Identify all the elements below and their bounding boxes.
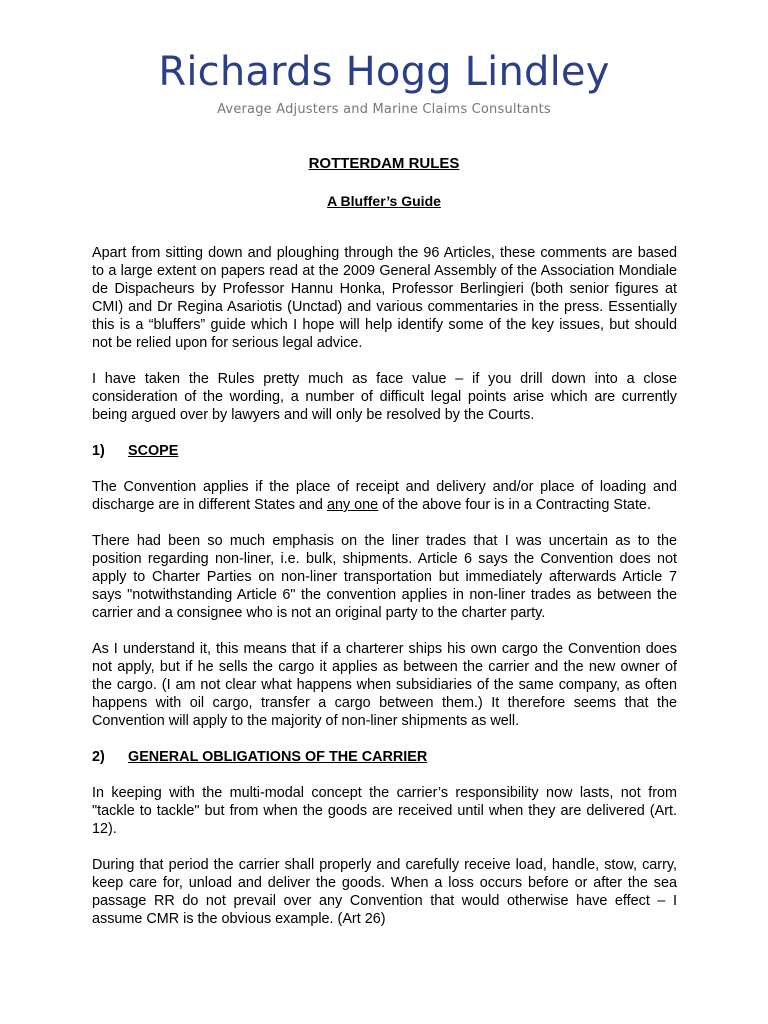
firm-tagline: Average Adjusters and Marine Claims Consultants bbox=[217, 102, 551, 117]
section-heading-scope bbox=[92, 442, 677, 460]
section-heading-obligations bbox=[92, 748, 677, 766]
paragraph-convention-applies bbox=[92, 478, 677, 514]
document-body bbox=[92, 244, 677, 946]
document-title: ROTTERDAM RULES bbox=[308, 155, 460, 172]
section-number: 2) bbox=[92, 749, 105, 765]
paragraph-face-value: I have taken the Rules pretty much as face value – if you drill down into a close consideration of the wording, a number of difficult legal points arise which are currently being argued over by lawyers and will only be resolved by the Courts. bbox=[92, 371, 677, 423]
section-title: SCOPE bbox=[128, 443, 179, 459]
section-number: 1) bbox=[92, 443, 105, 459]
section-title: GENERAL OBLIGATIONS OF THE CARRIER bbox=[128, 749, 428, 765]
underlined-phrase: any one bbox=[326, 497, 379, 513]
paragraph-liner-trades: There had been so much emphasis on the liner trades that I was uncertain as to the position regarding non-liner, i.e. bulk, shipments. Article 6 says the Convention does not apply to Charter Parties on non-liner transportation but immediately afterwards Article 7 says "notwithstanding Article 6" the convention applies in non-liner trades as between the carrier and a consignee who is not an original party to the charter party. bbox=[92, 533, 677, 621]
paragraph-multimodal: In keeping with the multi-modal concept the carrier’s responsibility now lasts, not from "tackle to tackle" but from when the goods are received until when they are delivered (Art. 12). bbox=[92, 785, 677, 837]
document-subtitle: A Bluffer’s Guide bbox=[327, 193, 441, 209]
letterhead bbox=[0, 50, 768, 117]
paragraph-charterer: As I understand it, this means that if a charterer ships his own cargo the Convention does not apply, but if he sells the cargo it applies as between the carrier and the new owner of the cargo. (I am not clear what happens when subsidiaries of the same company, as often happens with oil cargo, transfer a cargo between them.) It therefore seems that the Convention will apply to the majority of non-liner shipments as well. bbox=[92, 641, 677, 729]
paragraph-carrier-duties: During that period the carrier shall properly and carefully receive load, handle, stow, carry, keep care for, unload and deliver the goods. When a loss occurs before or after the sea passage RR do not prevail over any Convention that would otherwise have effect – I assume CMR is the obvious example. (Art 26) bbox=[92, 857, 677, 927]
paragraph-intro: Apart from sitting down and ploughing through the 96 Articles, these comments are based to a large extent on papers read at the 2009 General Assembly of the Association Mondiale de Dispacheurs by Professor Hannu Honka, Professor Berlingieri (both senior figures at CMI) and Dr Regina Asariotis (Unctad) and various commentaries in the press. Essentially this is a “bluffers” guide which I hope will help identify some of the key issues, but should not be relied upon for serious legal advice. bbox=[92, 245, 677, 351]
paragraph-text: of the above four is in a Contracting State. bbox=[378, 497, 651, 513]
paragraph-text: The Convention applies if the place of receipt and delivery and/or place of loading and discharge are in different States and bbox=[92, 479, 677, 513]
firm-name: Richards Hogg Lindley bbox=[158, 49, 610, 95]
